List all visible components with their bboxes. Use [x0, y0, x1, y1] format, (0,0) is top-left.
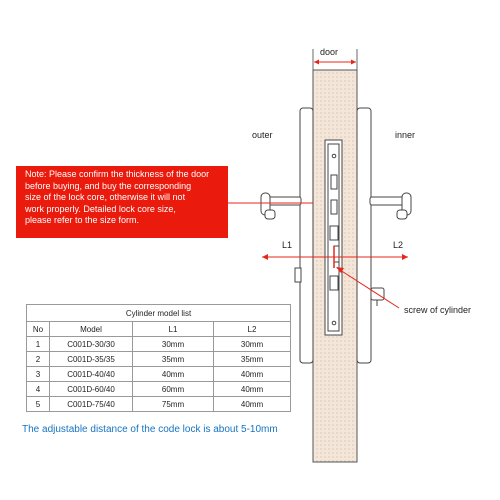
outer-label: outer: [252, 130, 273, 140]
col-header-model: Model: [50, 322, 133, 337]
cell-l1: 40mm: [133, 367, 214, 382]
l1-label: L1: [282, 240, 293, 250]
col-header-l1: L1: [133, 322, 214, 337]
table-row: [27, 337, 291, 352]
cell-l2: 35mm: [214, 352, 291, 367]
cell-l2: 40mm: [214, 382, 291, 397]
adjustable-distance-note: The adjustable distance of the code lock is about 5-10mm: [22, 424, 278, 435]
table-row: [27, 352, 291, 367]
table-row: [27, 397, 291, 412]
cell-no: 3: [27, 367, 50, 382]
note-line: Note: Please confirm the thickness of the door: [25, 169, 210, 179]
cell-no: 2: [27, 352, 50, 367]
cell-model: C001D-40/40: [50, 367, 133, 382]
outer-escutcheon: [300, 108, 313, 363]
inner-escutcheon: [357, 108, 371, 363]
cylinder-model-table: [26, 304, 291, 412]
door-label: door: [320, 47, 339, 57]
lock-body: [325, 140, 342, 335]
cell-no: 1: [27, 337, 50, 352]
cell-model: C001D-30/30: [50, 337, 133, 352]
col-header-no: No: [27, 322, 50, 337]
cell-l2: 30mm: [214, 337, 291, 352]
table-title: Cylinder model list: [27, 305, 291, 322]
l2-label: L2: [393, 240, 404, 250]
cell-l2: 40mm: [214, 397, 291, 412]
inner-label: inner: [395, 130, 416, 140]
table-title-row: [27, 305, 291, 322]
note-line: please refer to the size form.: [25, 215, 140, 225]
cell-model: C001D-35/35: [50, 352, 133, 367]
cell-no: 5: [27, 397, 50, 412]
cell-l1: 35mm: [133, 352, 214, 367]
cell-l1: 60mm: [133, 382, 214, 397]
col-header-l2: L2: [214, 322, 291, 337]
cell-model: C001D-60/40: [50, 382, 133, 397]
inner-handle: [370, 193, 411, 219]
cell-model: C001D-75/40: [50, 397, 133, 412]
cell-l2: 40mm: [214, 367, 291, 382]
cell-no: 4: [27, 382, 50, 397]
outer-side-button: [295, 268, 301, 282]
table-row: [27, 382, 291, 397]
note-text: [25, 169, 235, 227]
screw-of-cylinder-label: screw of cylinder: [404, 305, 472, 315]
table-header-row: [27, 322, 291, 337]
note-line: size of the lock core, otherwise it will not: [25, 192, 186, 202]
note-line: work properly. Detailed lock core size,: [25, 203, 176, 214]
note-line: before buying, and buy the corresponding: [25, 180, 192, 191]
outer-handle: [261, 193, 301, 219]
cell-l1: 30mm: [133, 337, 214, 352]
cell-l1: 75mm: [133, 397, 214, 412]
table-row: [27, 367, 291, 382]
